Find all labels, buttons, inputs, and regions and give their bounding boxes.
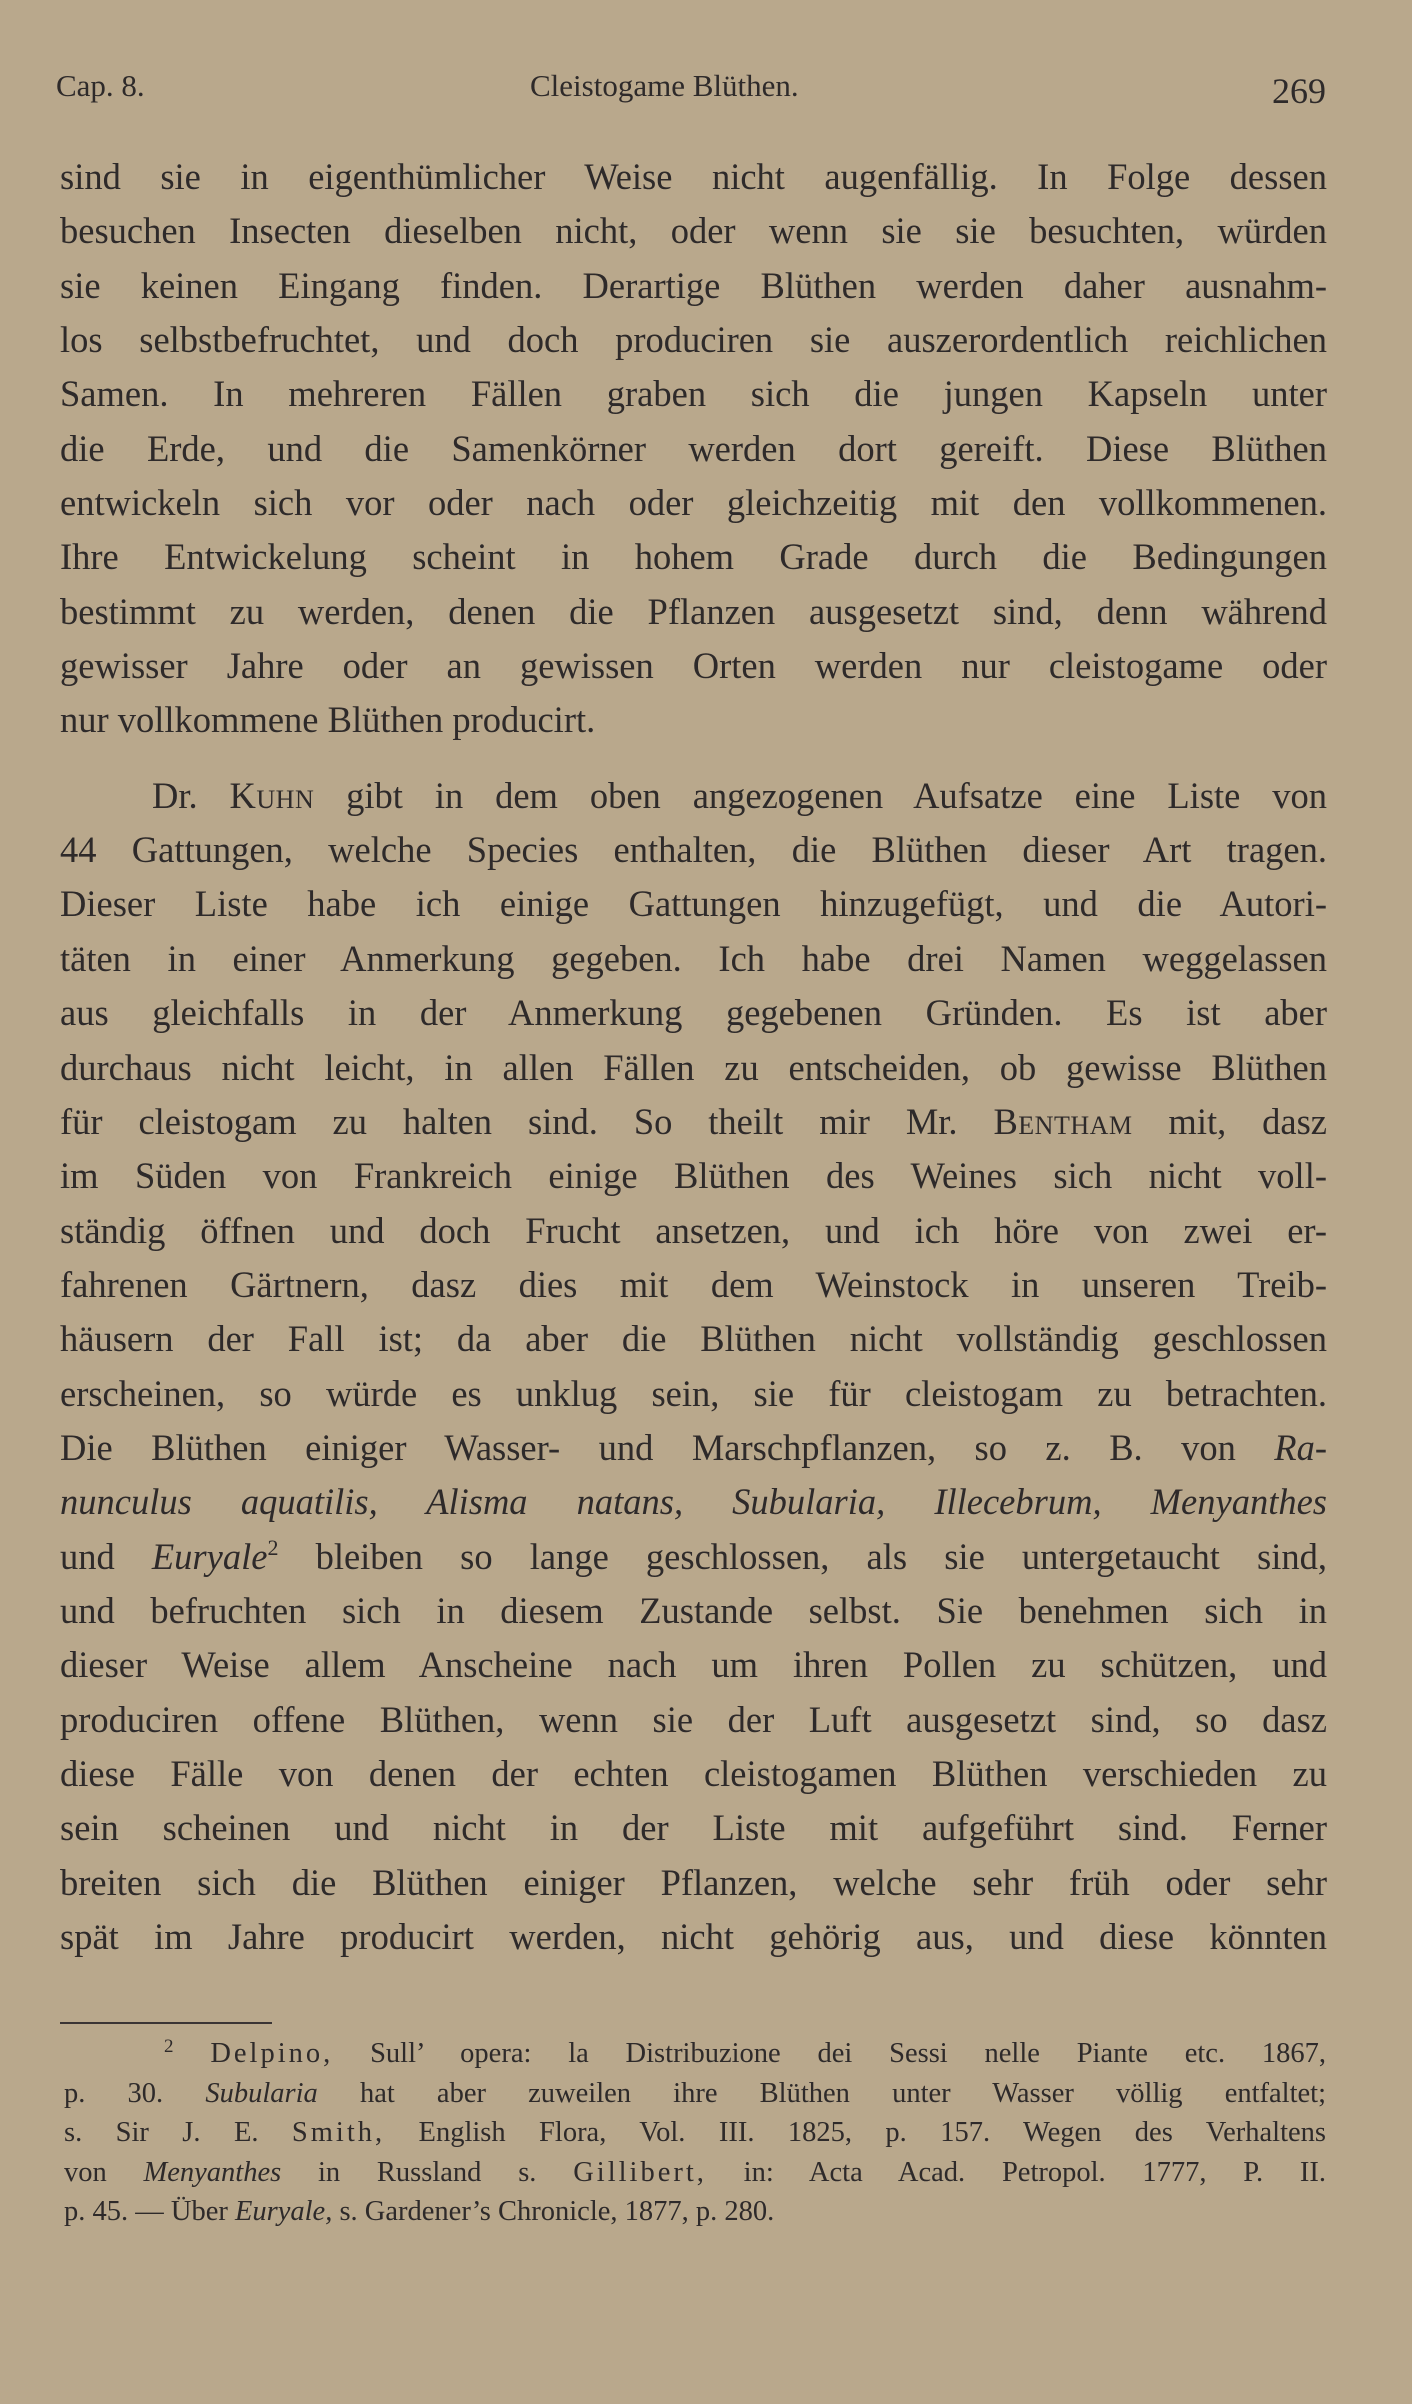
text-line: sind sie in eigenthümlicher Weise nicht augenfällig. In Folge dessen [60, 156, 1327, 197]
footnote-line: von Menyanthes in Russland s. Gillibert, in: Acta Acad. Petropol. 1777, P. II. [64, 2156, 1326, 2188]
text-line: sein scheinen und nicht in der Liste mit aufgeführt sind. Ferner [60, 1807, 1327, 1849]
main-text [60, 150, 1327, 1964]
text-line: Samen. In mehreren Fällen graben sich die jungen Kapseln unter [60, 373, 1327, 415]
footnote-line: s. Sir J. E. Smith, English Flora, Vol. III. 1825, p. 157. Wegen des Verhaltens [64, 2117, 1326, 2148]
text-line: los selbstbefruchtet, und doch produciren sie auszerordentlich reichlichen [60, 319, 1327, 361]
text-line: fahrenen Gärtnern, dasz dies mit dem Weinstock in unseren Treib- [60, 1263, 1327, 1305]
text-line: breiten sich die Blüthen einiger Pflanzen, welche sehr früh oder sehr [60, 1861, 1327, 1903]
text-line: diese Fälle von denen der echten cleistogamen Blüthen verschieden zu [60, 1752, 1327, 1794]
page-number: 269 [1272, 71, 1326, 111]
running-title: Cleistogame Blüthen. [530, 68, 799, 103]
running-header [56, 60, 1326, 114]
text-line: bestimmt zu werden, denen die Pflanzen ausgesetzt sind, denn während [60, 590, 1327, 632]
text-line: gewisser Jahre oder an gewissen Orten werden nur cleistogame oder [60, 645, 1327, 687]
paragraph-2 [60, 769, 1327, 1965]
text-line: Die Blüthen einiger Wasser- und Marschpflanzen, so z. B. von Ra- [60, 1426, 1327, 1468]
text-line: Dieser Liste habe ich einige Gattungen hinzugefügt, und die Autori- [60, 883, 1327, 925]
text-line: und befruchten sich in diesem Zustande selbst. Sie benehmen sich in [60, 1589, 1327, 1631]
text-line: die Erde, und die Samenkörner werden dort gereift. Diese Blüthen [60, 427, 1327, 469]
text-line: 44 Gattungen, welche Species enthalten, die Blüthen dieser Art tragen. [60, 829, 1327, 871]
footnote-line: p. 45. — Über Euryale, s. Gardener’s Chronicle, 1877, p. 280. [64, 2196, 775, 2227]
text-line: durchaus nicht leicht, in allen Fällen zu entscheiden, ob gewisse Blüthen [60, 1046, 1327, 1088]
author-name: Bentham [993, 1100, 1133, 1142]
species-name: Euryale [151, 1535, 268, 1577]
text-line: täten in einer Anmerkung gegeben. Ich habe drei Namen weggelassen [60, 937, 1327, 979]
text-line: Dr. Kuhn gibt in dem oben angezogenen Aufsatze eine Liste von [152, 774, 1328, 816]
text-line: produciren offene Blüthen, wenn sie der Luft ausgesetzt sind, so dasz [60, 1698, 1327, 1740]
chapter-label: Cap. 8. [56, 68, 145, 103]
text-line: dieser Weise allem Anscheine nach um ihren Pollen zu schützen, und [60, 1644, 1327, 1686]
footnote-divider [60, 2022, 272, 2024]
footnote [64, 2034, 1326, 2232]
text-line: spät im Jahre producirt werden, nicht gehörig aus, und diese könnten [60, 1916, 1327, 1957]
text-line: und Euryale$^2$ bleiben so lange geschlossen, als sie untergetaucht sind, [60, 1534, 1327, 1577]
text-line: für cleistogam zu halten sind. So theilt mir Mr. Bentham mit, dasz [60, 1100, 1327, 1142]
text-line: ständig öffnen und doch Frucht ansetzen, und ich höre von zwei er- [60, 1209, 1327, 1251]
text-line [60, 1475, 1327, 1529]
text-line: sie keinen Eingang finden. Derartige Blüthen werden daher ausnahm- [60, 264, 1327, 306]
paragraph-1 [60, 150, 1327, 748]
author-name: Kuhn [229, 774, 315, 816]
text-line: aus gleichfalls in der Anmerkung gegebenen Gründen. Es ist aber [60, 992, 1327, 1034]
text-line: entwickeln sich vor oder nach oder gleichzeitig mit den vollkommenen. [60, 482, 1327, 524]
text-line: im Süden von Frankreich einige Blüthen des Weines sich nicht voll- [60, 1155, 1327, 1197]
footnote-marker: 2 [164, 2036, 174, 2057]
footnote-line: p. 30. Subularia hat aber zuweilen ihre Blüthen unter Wasser völlig entfaltet; [64, 2077, 1327, 2109]
text-line: häusern der Fall ist; da aber die Blüthen nicht vollständig geschlossen [60, 1318, 1327, 1360]
footnote-line: $^2$ Delpino, Sull’ opera: la Distribuzione dei Sessi nelle Piante etc. 1867, [164, 2036, 1327, 2069]
text-line: Ihre Entwickelung scheint in hohem Grade durch die Bedingungen [60, 536, 1327, 578]
species-names: nunculus aquatilis, Alisma natans, Subularia, Illecebrum, Menyanthes [60, 1481, 1327, 1523]
text-line: besuchen Insecten dieselben nicht, oder wenn sie sie besuchten, würden [60, 210, 1327, 252]
species-name: Ra- [1274, 1426, 1327, 1468]
footnote-reference: 2 [267, 1534, 279, 1560]
text-line: erscheinen, so würde es unklug sein, sie für cleistogam zu betrachten. [60, 1372, 1327, 1414]
text-line: nur vollkommene Blüthen producirt. [60, 699, 596, 741]
